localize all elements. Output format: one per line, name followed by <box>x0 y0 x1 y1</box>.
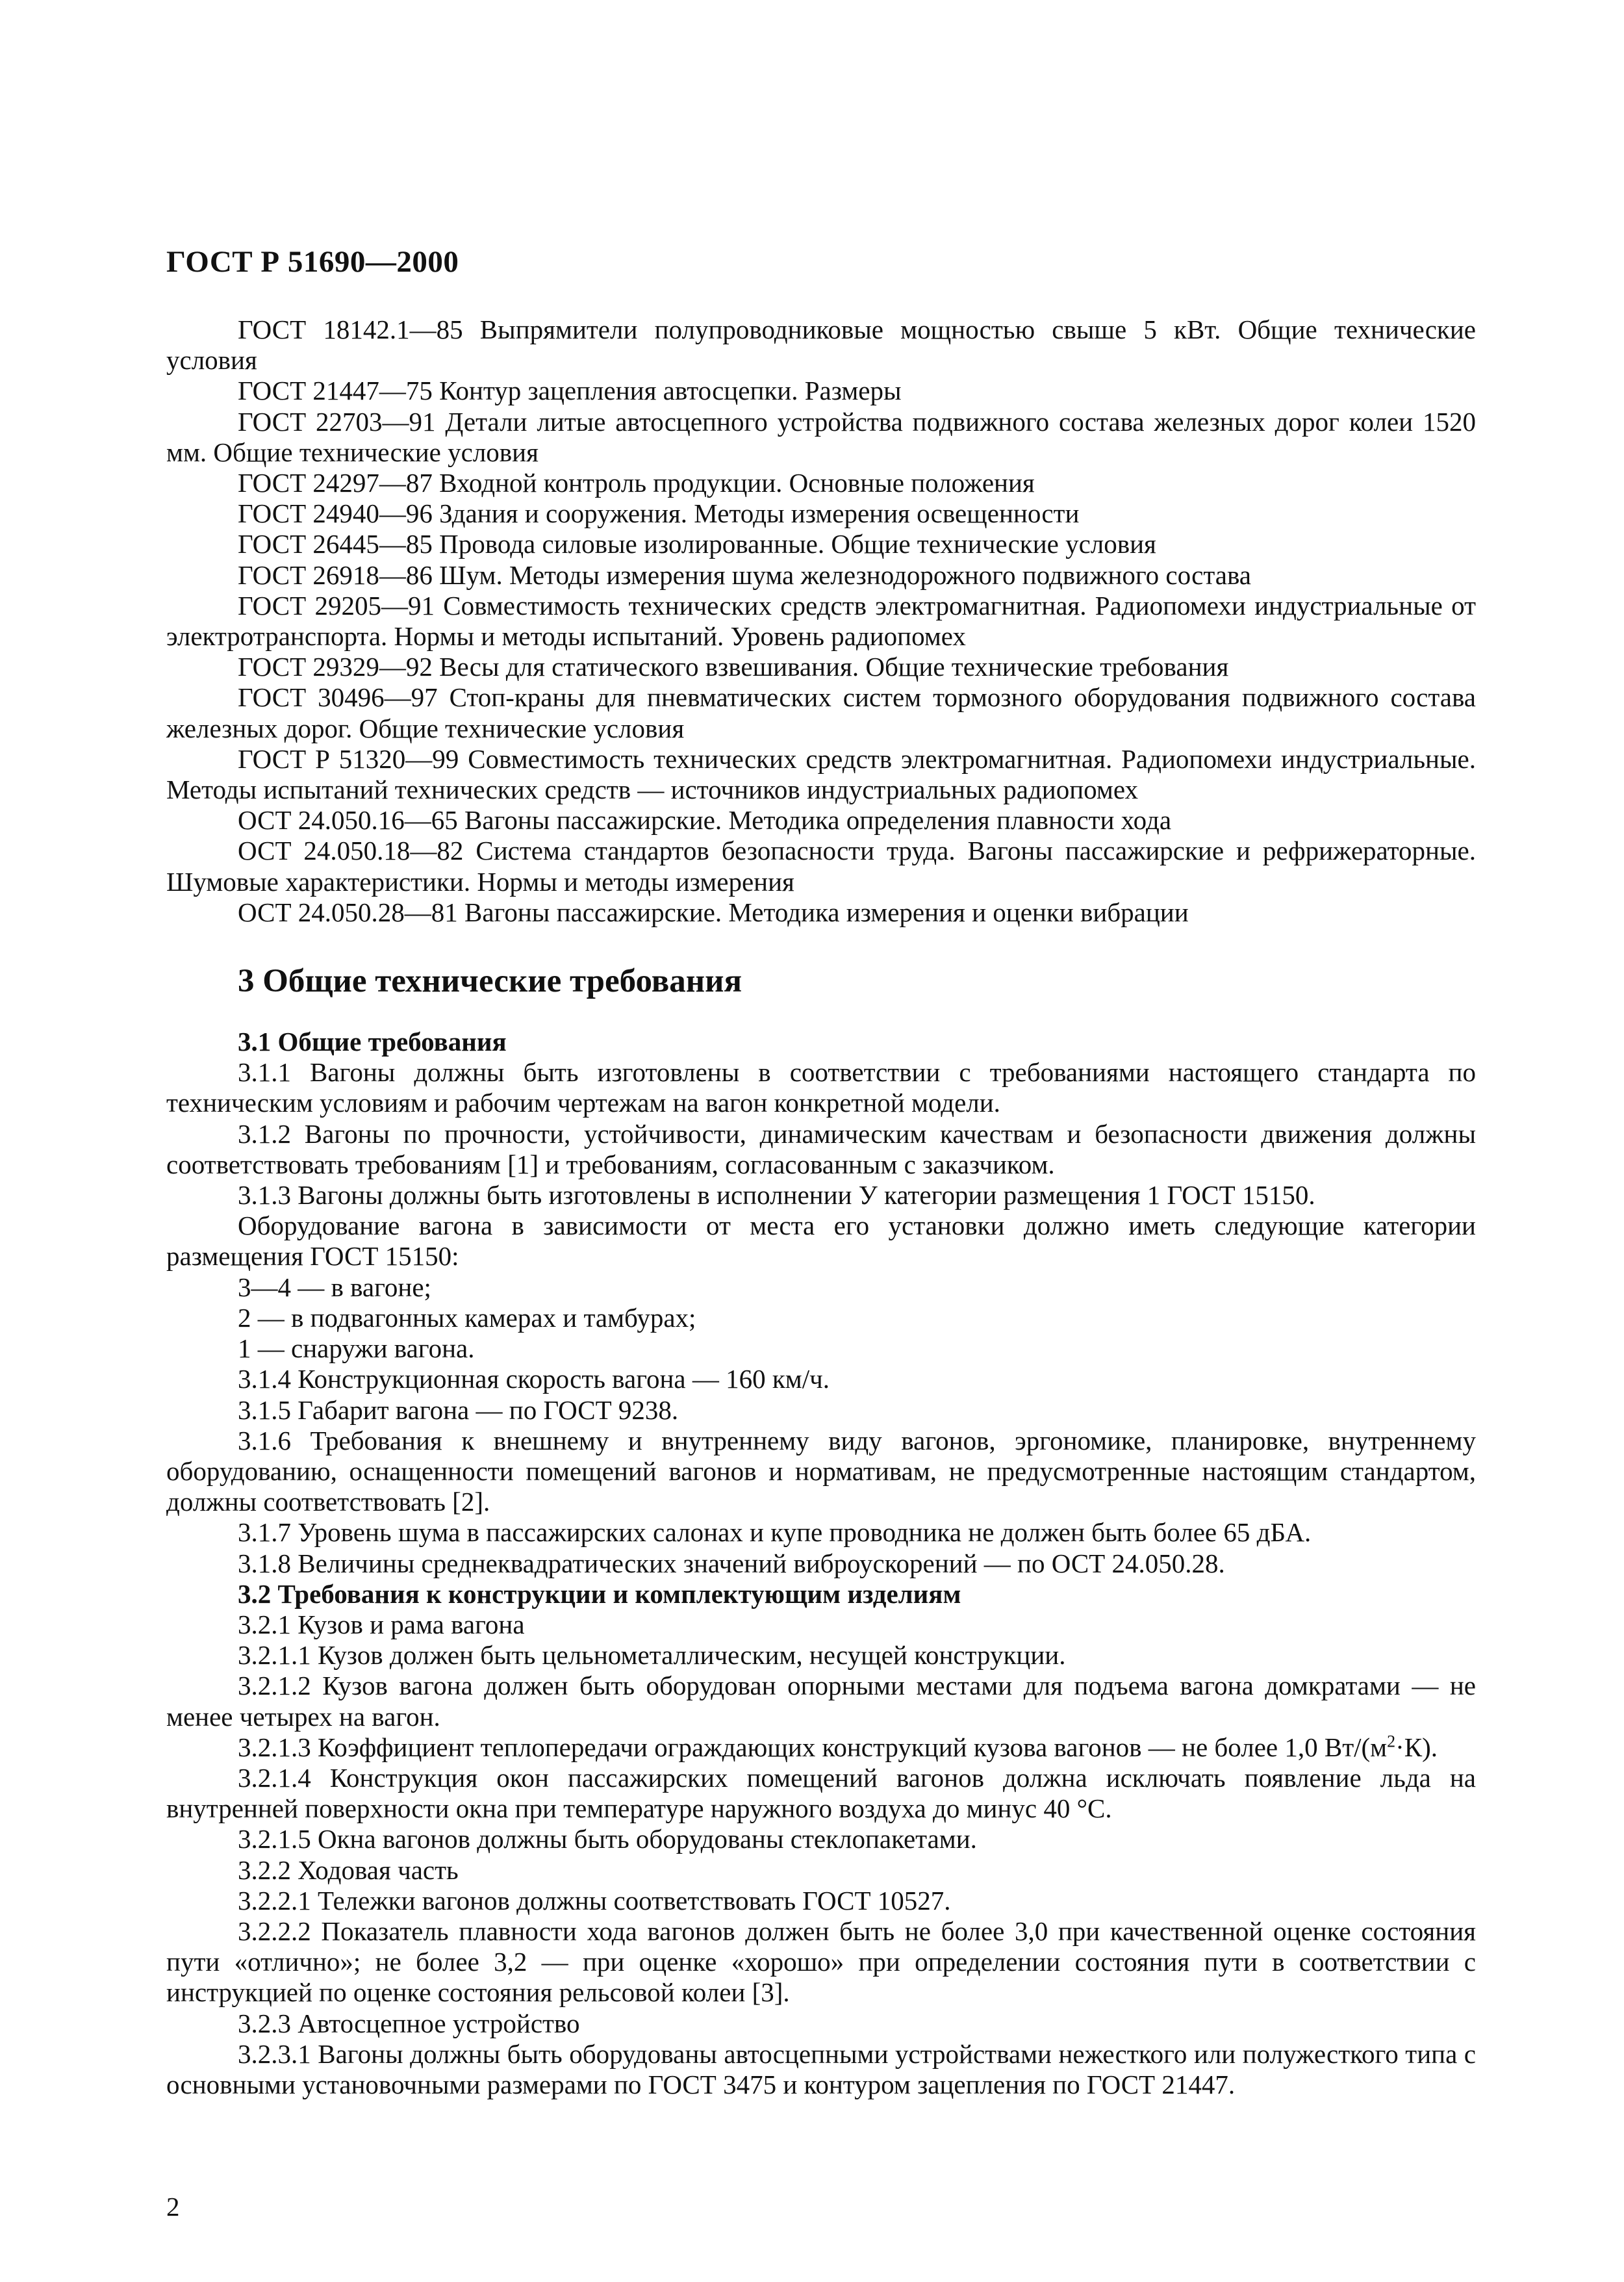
paragraph: 3.1.5 Габарит вагона — по ГОСТ 9238. <box>238 1394 679 1425</box>
page-number: 2 <box>166 2192 180 2222</box>
paragraph: 3.1.4 Конструкционная скорость вагона — 160 км/ч. <box>238 1364 830 1394</box>
paragraph: Оборудование вагона в зависимости от места его установки должно иметь следующие категории размещения ГОСТ 15150: <box>166 1211 1476 1272</box>
reference-item: ГОСТ 21447—75 Контур зацепления автосцепки. Размеры <box>238 376 902 406</box>
subsection-3-1-body <box>166 1057 1476 1578</box>
reference-item: ГОСТ 24297—87 Входной контроль продукции. Основные положения <box>238 468 1035 498</box>
reference-item: ГОСТ 29329—92 Весы для статического взвешивания. Общие технические требования <box>238 652 1229 682</box>
reference-item: ГОСТ 18142.1—85 Выпрямители полупроводниковые мощностью свыше 5 кВт. Общие технические условия <box>166 314 1476 376</box>
reference-item: ГОСТ 22703—91 Детали литые автосцепного устройства подвижного состава железных дорог колеи 1520 мм. Общие технические условия <box>166 406 1476 467</box>
normative-references-list <box>166 314 1476 928</box>
reference-item: ГОСТ 26445—85 Провода силовые изолированные. Общие технические условия <box>238 529 1156 559</box>
reference-item: ОСТ 24.050.18—82 Система стандартов безопасности труда. Вагоны пассажирские и рефрижераторные. Шумовые характеристики. Нормы и методы измерения <box>166 836 1476 897</box>
subsection-3-2-heading: 3.2 Требования к конструкции и комплектующим изделиям <box>238 1578 961 1609</box>
reference-item: ОСТ 24.050.16—65 Вагоны пассажирские. Методика определения плавности хода <box>238 805 1172 836</box>
subsection-3-2-body <box>166 1609 1476 2100</box>
paragraph: 3.2.2.1 Тележки вагонов должны соответствовать ГОСТ 10527. <box>238 1885 951 1916</box>
paragraph: 3.1.3 Вагоны должны быть изготовлены в исполнении У категории размещения 1 ГОСТ 15150. <box>238 1180 1315 1211</box>
paragraph: 3.2.1 Кузов и рама вагона <box>238 1609 525 1639</box>
reference-item: ГОСТ 29205—91 Совместимость технических средств электромагнитная. Радиопомехи индустриальные от электротранспорта. Нормы и методы испытаний. Уровень радиопомех <box>166 590 1476 652</box>
subsection-3-1-heading: 3.1 Общие требования <box>238 1027 507 1057</box>
paragraph: 3.2.3.1 Вагоны должны быть оборудованы автосцепными устройствами нежесткого или полужесткого типа с основными установочными размерами по ГОСТ 3475 и контуром зацепления по ГОСТ 21447. <box>166 2038 1476 2099</box>
superscript: 2 <box>1387 1732 1396 1751</box>
paragraph: 3.1.7 Уровень шума в пассажирских салонах и купе проводника не должен быть более 65 дБА. <box>238 1517 1312 1548</box>
paragraph: 3—4 — в вагоне; <box>238 1272 431 1302</box>
paragraph: 3.2.1.2 Кузов вагона должен быть оборудован опорными местами для подъема вагона домкратами — не менее четырех на вагон. <box>166 1671 1476 1732</box>
paragraph: 3.2.2.2 Показатель плавности хода вагонов должен быть не более 3,0 при качественной оценке состояния пути «отлично»; не более 3,2 — при оценке «хорошо» при определении состояния пути в соответствии с инструкцией по оценке состояния рельсовой колеи [3]. <box>166 1916 1476 2008</box>
page-header: ГОСТ Р 51690—2000 <box>166 245 459 279</box>
paragraph: 2 — в подвагонных камерах и тамбурах; <box>238 1302 696 1333</box>
paragraph-3-2-1-3 <box>166 1732 1476 1763</box>
paragraph: 3.2.1.5 Окна вагонов должны быть оборудованы стеклопакетами. <box>238 1824 977 1854</box>
document-body <box>166 314 1476 2100</box>
paragraph: 3.1.8 Величины среднеквадратических значений виброускорений — по ОСТ 24.050.28. <box>238 1548 1225 1578</box>
paragraph: 3.1.1 Вагоны должны быть изготовлены в соответствии с требованиями настоящего стандарта по техническим условиям и рабочим чертежам на вагон конкретной модели. <box>166 1057 1476 1118</box>
paragraph: 3.2.3 Автосцепное устройство <box>238 2008 580 2038</box>
paragraph: 3.1.2 Вагоны по прочности, устойчивости, динамическим качествам и безопасности движения должны соответствовать требованиям [1] и требованиям, согласованным с заказчиком. <box>166 1118 1476 1179</box>
reference-item: ГОСТ Р 51320—99 Совместимость технических средств электромагнитная. Радиопомехи индустриальные. Методы испытаний технических средств — источников индустриальных радиопомех <box>166 743 1476 805</box>
reference-item: ГОСТ 24940—96 Здания и сооружения. Методы измерения освещенности <box>238 498 1080 529</box>
paragraph: 3.2.1.4 Конструкция окон пассажирских помещений вагонов должна исключать появление льда на внутренней поверхности окна при температуре наружного воздуха до минус 40 °С. <box>166 1762 1476 1824</box>
section-3-heading: 3 Общие технические требования <box>238 963 742 1000</box>
paragraph-text: ·К). <box>1395 1732 1438 1762</box>
reference-item: ГОСТ 26918—86 Шум. Методы измерения шума железнодорожного подвижного состава <box>238 559 1251 590</box>
reference-item: ГОСТ 30496—97 Стоп-краны для пневматических систем тормозного оборудования подвижного состава железных дорог. Общие технические условия <box>166 682 1476 743</box>
paragraph: 1 — снаружи вагона. <box>238 1333 475 1364</box>
paragraph: 3.2.1.1 Кузов должен быть цельнометаллическим, несущей конструкции. <box>238 1640 1066 1671</box>
reference-item: ОСТ 24.050.28—81 Вагоны пассажирские. Методика измерения и оценки вибрации <box>238 897 1189 927</box>
paragraph-text: 3.2.1.3 Коэффициент теплопередачи ограждающих конструкций кузова вагонов — не более 1,0 Вт/(м <box>238 1732 1388 1762</box>
paragraph: 3.2.2 Ходовая часть <box>238 1854 459 1885</box>
paragraph: 3.1.6 Требования к внешнему и внутреннему виду вагонов, эргономике, планировке, внутреннему оборудованию, оснащенности помещений вагонов и нормативам, не предусмотренные настоящим стандартом, должны соответствовать [2]. <box>166 1425 1476 1517</box>
